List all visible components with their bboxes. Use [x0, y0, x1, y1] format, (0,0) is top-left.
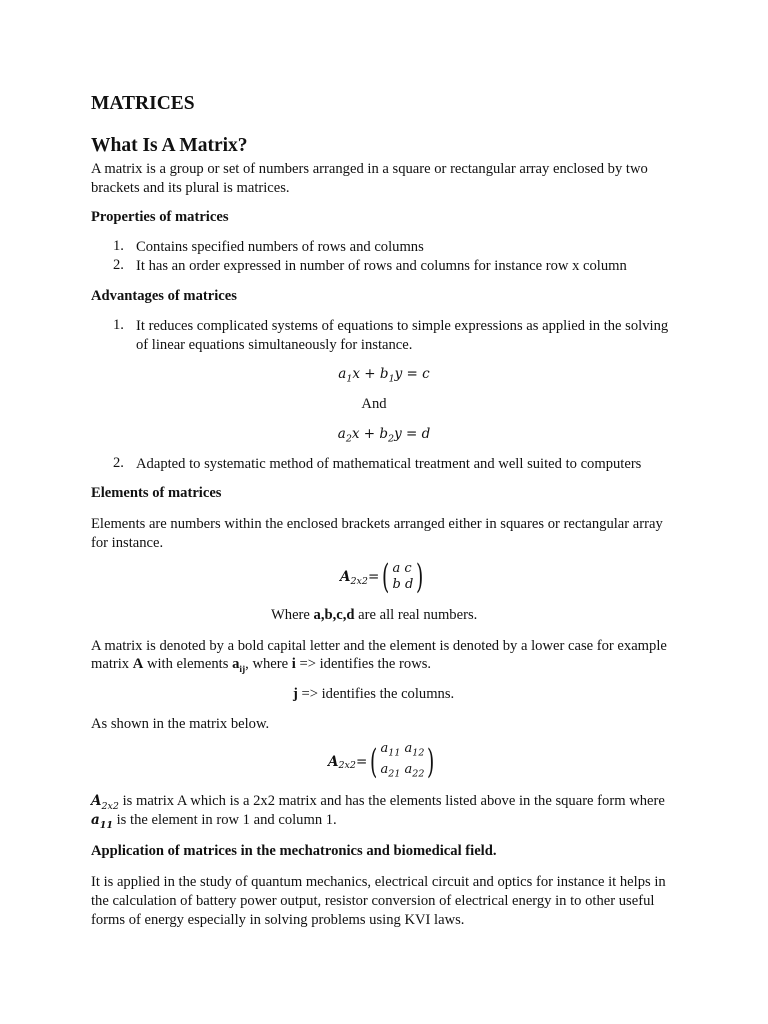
and-connector: And	[361, 396, 387, 412]
denote-line-2: matrix A with elements $a_{ij}$, where i => identifies the rows.	[91, 656, 432, 675]
section-heading-what-is-matrix: What Is A Matrix?	[91, 135, 248, 156]
intro-paragraph: A matrix is a group or set of numbers arranged in a square or rectangular array enclosed by two brackets and its plural is matrices.	[91, 161, 648, 196]
properties-item-1-text: Contains specified numbers of rows and columns	[136, 239, 424, 255]
advantages-heading: Advantages of matrices	[91, 288, 237, 304]
denote-line-1: A matrix is denoted by a bold capital letter and the element is denoted by a lower case for example	[91, 638, 667, 654]
properties-item-2-number: 2.	[113, 257, 124, 273]
document-title: MATRICES	[91, 93, 195, 114]
equation-1: $a_1x + b_1y = c$	[338, 366, 430, 385]
advantages-item-1-text: It reduces complicated systems of equations to simple expressions as applied in the solving of linear equations simultaneously for instance.	[136, 318, 669, 353]
columns-identifier: j => identifies the columns.	[293, 686, 455, 702]
application-heading: Application of matrices in the mechatronics and biomedical field.	[91, 843, 497, 859]
equation-2: $a_2x + b_2y = d$	[337, 426, 431, 445]
application-paragraph: It is applied in the study of quantum mechanics, electrical circuit and optics for instance it helps in the calculation of battery power output, resistor conversion of electrical energy in to other useful forms of energy especially in solving problems using KVI laws.	[91, 874, 666, 928]
shown-text: As shown in the matrix below.	[91, 716, 270, 732]
matrix-2x2-aij: A $_{2x2}$ = ( $a_{11}$ $a_{12}$ $a_{21}$ $a_{22}$ )	[328, 741, 435, 782]
advantages-item-1-number: 1.	[113, 317, 124, 333]
elements-paragraph: Elements are numbers within the enclosed brackets arranged either in squares or rectangular array for instance.	[91, 516, 663, 551]
matrix-description-line-2: $a_{11}$ is the element in row 1 and column 1.	[91, 812, 337, 831]
properties-item-1-number: 1.	[113, 238, 124, 254]
matrix-description-line-1: $A_{2x2}$ is matrix A which is a 2x2 matrix and has the elements listed above in the square form where	[91, 793, 665, 812]
advantages-item-2-number: 2.	[113, 455, 124, 471]
where-real-numbers: Where a,b,c,d are all real numbers.	[271, 607, 478, 623]
properties-item-2-text: It has an order expressed in number of rows and columns for instance row x column	[136, 258, 627, 274]
properties-heading: Properties of matrices	[91, 209, 229, 225]
elements-heading: Elements of matrices	[91, 485, 222, 501]
advantages-item-2-text: Adapted to systematic method of mathematical treatment and well suited to computers	[136, 456, 642, 472]
matrix-2x2-abcd: A $_{2x2}$ = ( a c b d )	[340, 557, 424, 597]
